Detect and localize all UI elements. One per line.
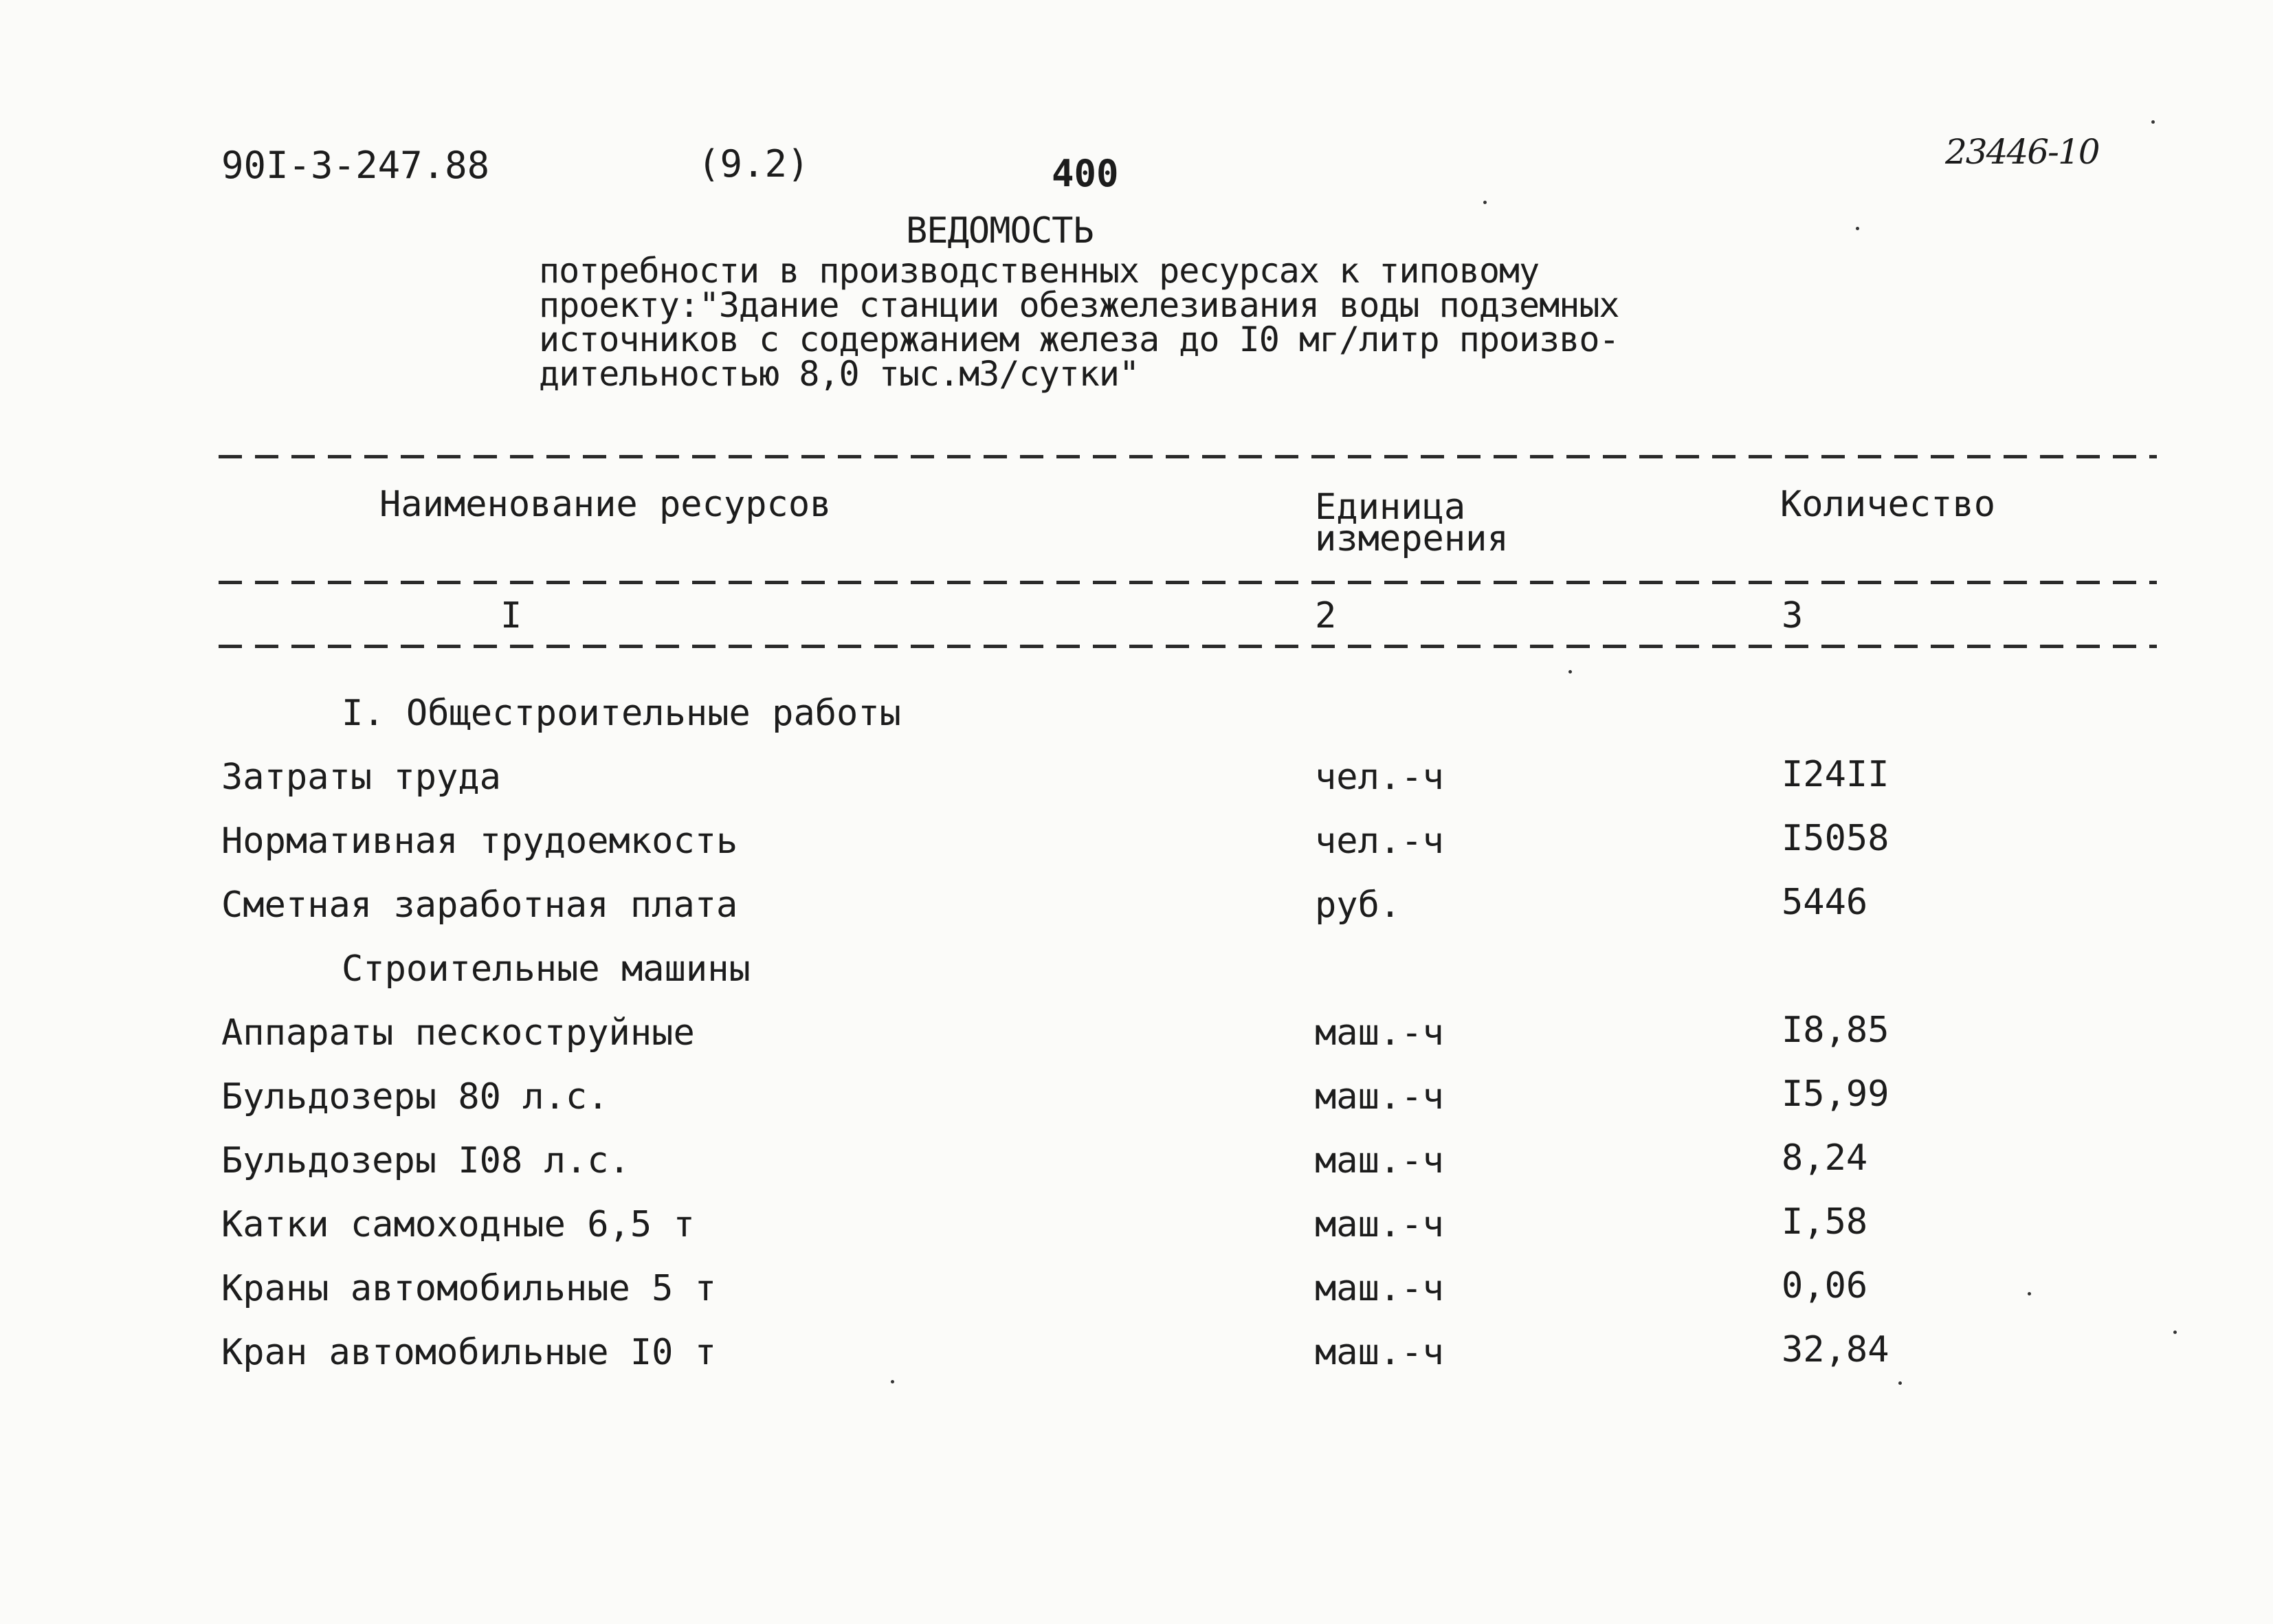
scan-speck bbox=[2151, 120, 2155, 124]
description-line-1: потребности в производственных ресурсах к типовому bbox=[539, 251, 1540, 291]
row-quantity: 0,06 bbox=[1782, 1265, 1868, 1306]
row-unit: маш.-ч bbox=[1315, 1012, 1444, 1054]
row-name: Нормативная трудоемкость bbox=[221, 821, 738, 862]
section-heading-general-works: I. Общестроительные работы bbox=[342, 693, 901, 734]
scan-speck bbox=[1898, 1381, 1902, 1385]
column-header-unit-line2: измерения bbox=[1315, 518, 1509, 559]
row-unit: маш.-ч bbox=[1315, 1140, 1444, 1181]
row-quantity: I24II bbox=[1782, 754, 1889, 795]
row-quantity: 8,24 bbox=[1782, 1137, 1868, 1179]
row-unit: маш.-ч bbox=[1315, 1076, 1444, 1117]
row-name: Краны автомобильные 5 т bbox=[221, 1268, 717, 1309]
row-name: Кран автомобильные I0 т bbox=[221, 1332, 717, 1373]
header-bottom-rule bbox=[219, 581, 2157, 584]
table-top-rule bbox=[219, 455, 2157, 458]
scan-speck bbox=[891, 1380, 894, 1383]
row-unit: чел.-ч bbox=[1315, 757, 1444, 798]
row-name: Сметная заработная плата bbox=[221, 885, 738, 926]
row-unit: чел.-ч bbox=[1315, 821, 1444, 862]
column-header-unit-line1: Единица bbox=[1315, 487, 1466, 528]
column-numbers-rule bbox=[219, 645, 2157, 648]
row-quantity: I,58 bbox=[1782, 1201, 1868, 1243]
row-unit: маш.-ч bbox=[1315, 1268, 1444, 1309]
scan-speck bbox=[2028, 1292, 2031, 1295]
scan-speck bbox=[1856, 227, 1859, 230]
row-name: Катки самоходные 6,5 т bbox=[221, 1204, 695, 1245]
section-number: (9.2) bbox=[698, 142, 810, 186]
column-header-name: Наименование ресурсов bbox=[379, 484, 832, 525]
page-number: 400 bbox=[1052, 152, 1119, 195]
row-unit: маш.-ч bbox=[1315, 1204, 1444, 1245]
row-quantity: I5058 bbox=[1782, 818, 1889, 859]
description-line-4: дительностью 8,0 тыс.м3/сутки" bbox=[539, 354, 1140, 394]
column-number-3: 3 bbox=[1782, 595, 1804, 636]
section-heading-machines: Строительные машины bbox=[342, 948, 751, 990]
scan-speck bbox=[1483, 201, 1487, 204]
row-name: Затраты труда bbox=[221, 757, 501, 798]
row-quantity: I5,99 bbox=[1782, 1074, 1889, 1115]
row-unit: маш.-ч bbox=[1315, 1332, 1444, 1373]
document-title: ВЕДОМОСТЬ bbox=[906, 210, 1094, 252]
row-quantity: 5446 bbox=[1782, 882, 1868, 923]
row-name: Бульдозеры 80 л.с. bbox=[221, 1076, 609, 1117]
row-quantity: I8,85 bbox=[1782, 1010, 1889, 1051]
row-name: Бульдозеры I08 л.с. bbox=[221, 1140, 630, 1181]
row-quantity: 32,84 bbox=[1782, 1329, 1889, 1370]
description-line-2: проекту:"Здание станции обезжелезивания воды подземных bbox=[539, 285, 1619, 325]
scan-speck bbox=[1568, 670, 1572, 674]
description-line-3: источников с содержанием железа до I0 мг/литр произво- bbox=[539, 320, 1619, 359]
inventory-number: 23446-10 bbox=[1945, 132, 2099, 172]
row-name: Аппараты пескоструйные bbox=[221, 1012, 695, 1054]
column-header-quantity: Количество bbox=[1780, 484, 1996, 525]
column-number-1: I bbox=[500, 595, 522, 636]
scan-speck bbox=[2173, 1331, 2177, 1334]
document-code: 90I-3-247.88 bbox=[221, 144, 490, 187]
column-number-2: 2 bbox=[1315, 595, 1337, 636]
row-unit: руб. bbox=[1315, 885, 1401, 926]
